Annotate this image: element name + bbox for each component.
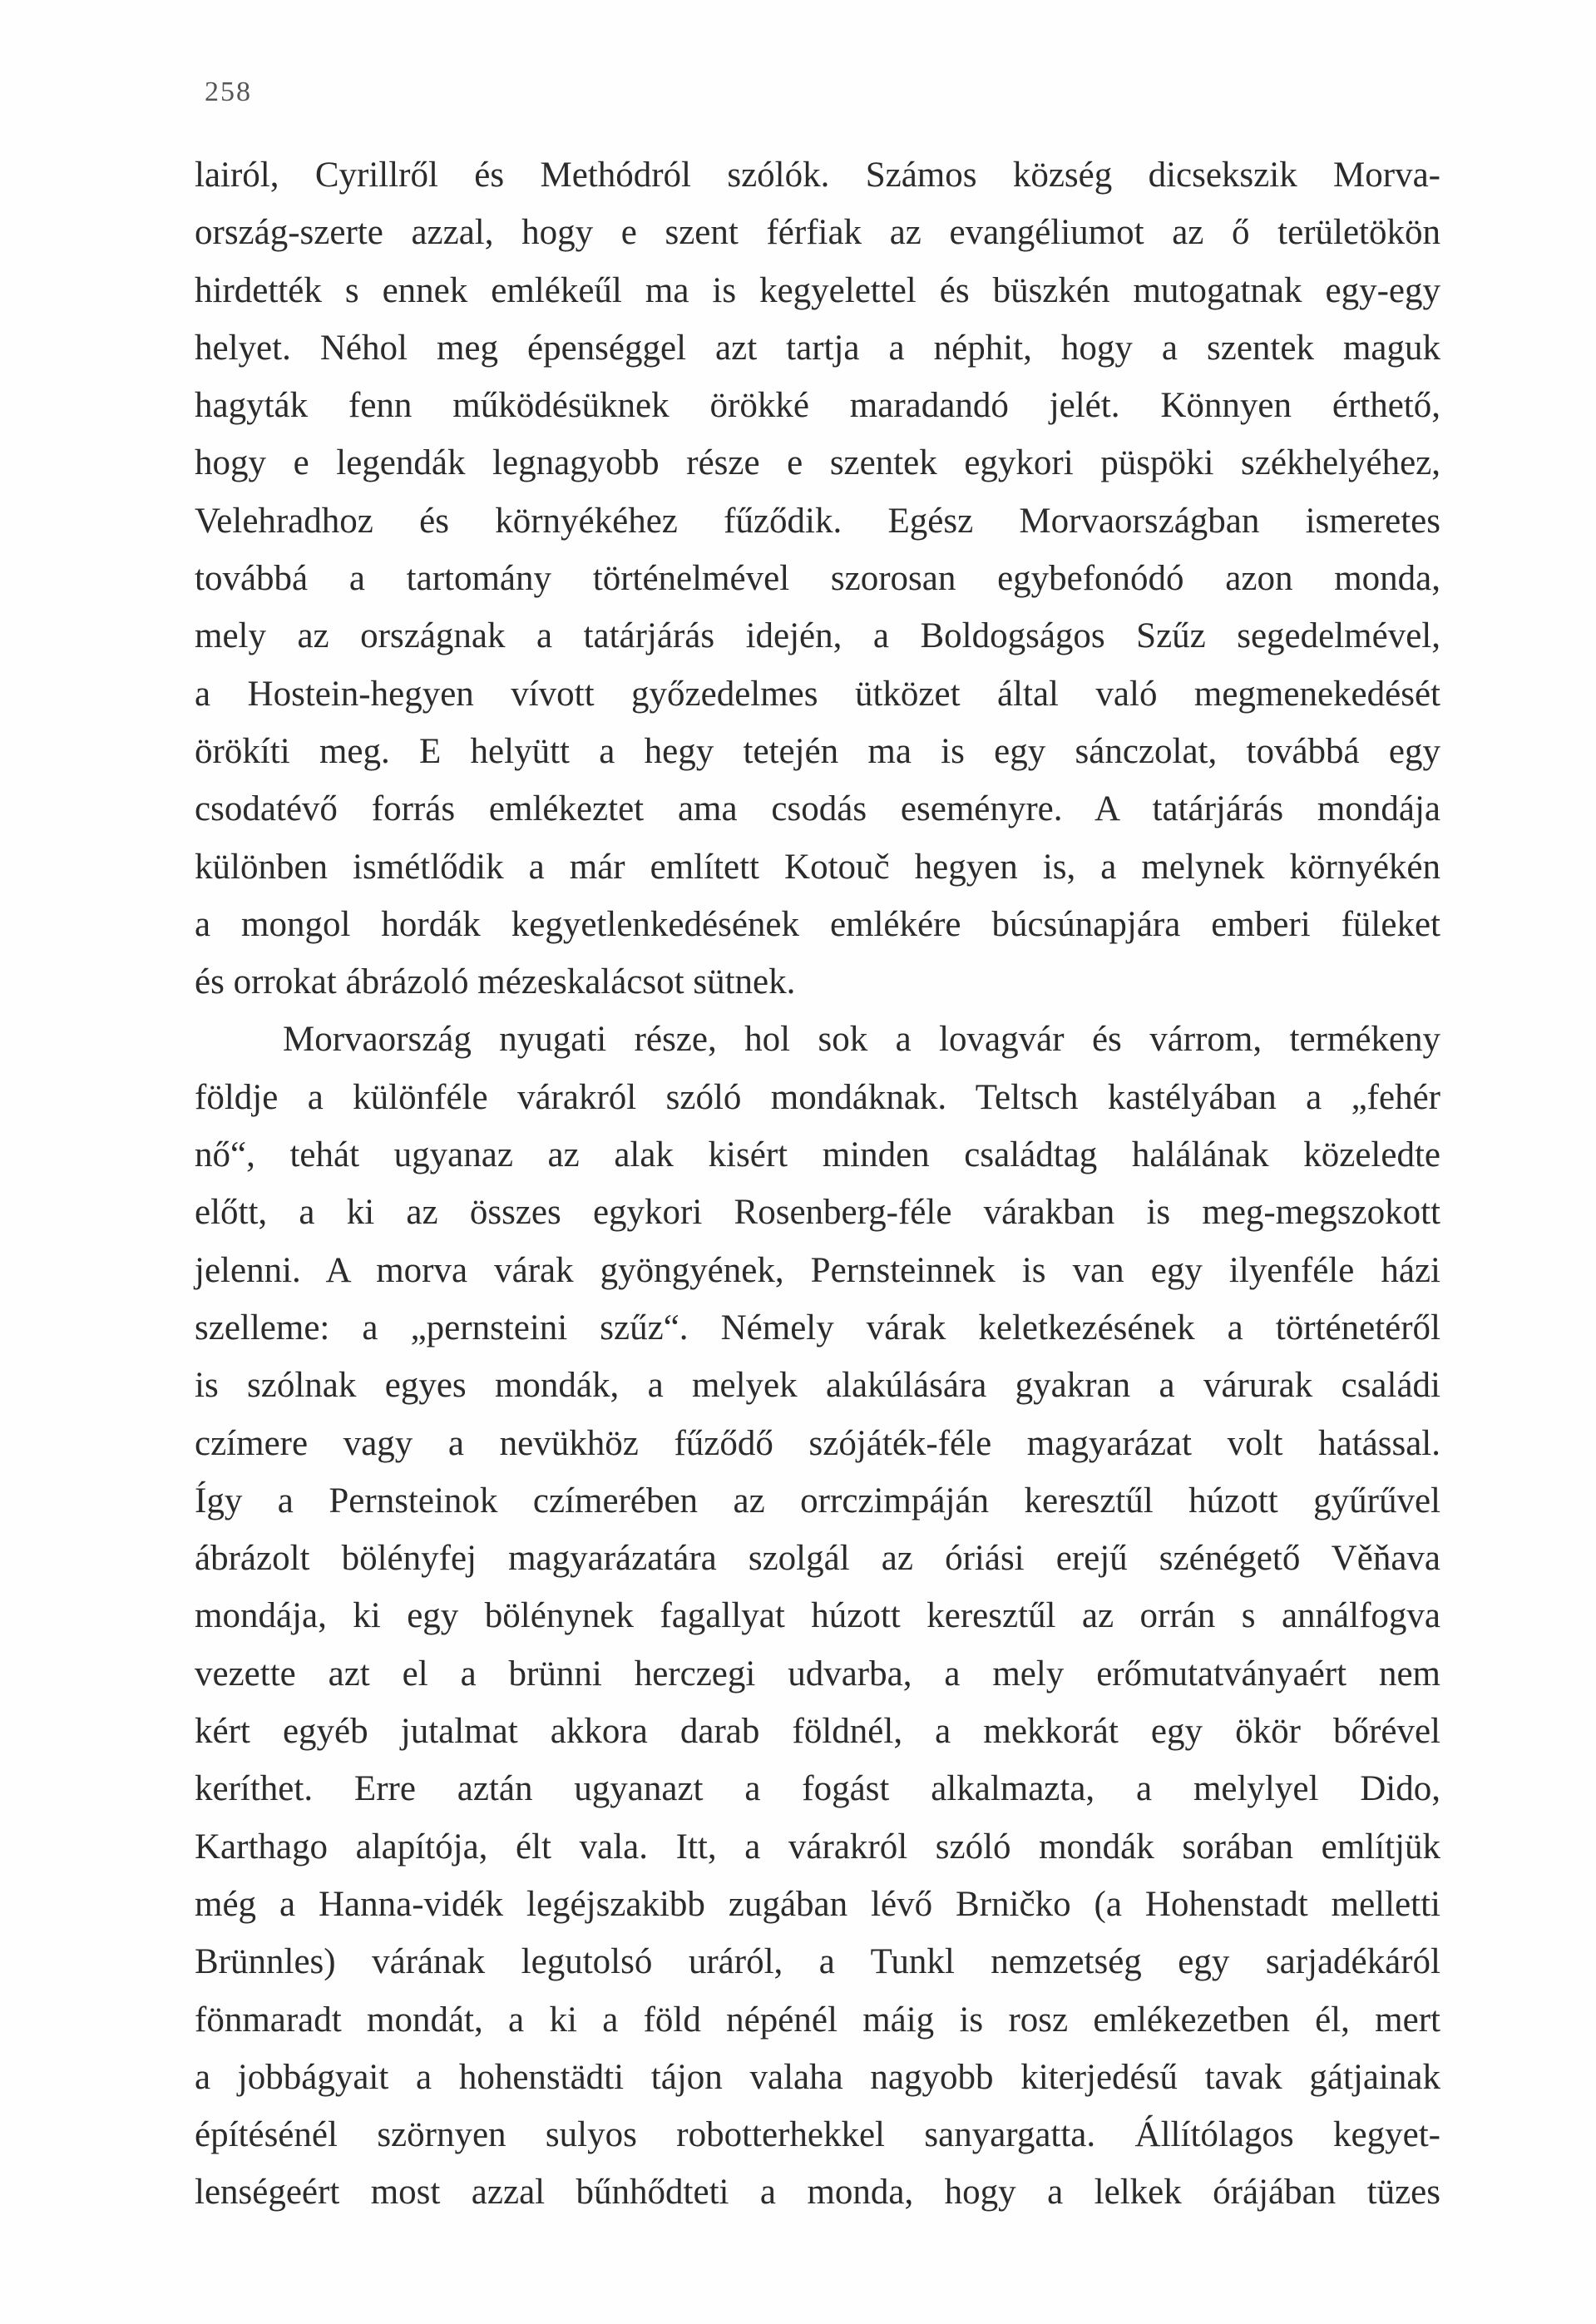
text-line: még a Hanna-vidék legéjszakibb zugában lévő Brničko (a Hohenstadt melletti	[195, 1884, 1440, 1924]
text-line: Velehradhoz és környékéhez fűződik. Egész Morvaországban ismeretes	[195, 501, 1440, 541]
text-line: szelleme: a „pernsteini szűz“. Némely várak keletkezésének a történetéről	[195, 1308, 1440, 1347]
text-line: a Hostein-hegyen vívott győzedelmes ütközet által való megmenekedését	[195, 674, 1440, 714]
body-text	[195, 146, 1440, 2222]
text-line: előtt, a ki az összes egykori Rosenberg-féle várakban is meg-megszokott	[195, 1193, 1440, 1233]
text-line: hogy e legendák legnagyobb része e szentek egykori püspöki székhelyéhez,	[195, 443, 1440, 483]
text-line: nő“, tehát ugyanaz az alak kisért minden családtag halálának közeledte	[195, 1135, 1440, 1175]
text-line: Morvaország nyugati része, hol sok a lovagvár és várrom, termékeny	[283, 1020, 1440, 1060]
text-line: Karthago alapítója, élt vala. Itt, a várakról szóló mondák sorában említjük	[195, 1827, 1440, 1867]
text-line: örökíti meg. E helyütt a hegy tetején ma is egy sánczolat, továbbá egy	[195, 731, 1440, 771]
text-line: építésénél szörnyen sulyos robotterhekkel sanyargatta. Állítólagos kegyet-	[195, 2115, 1440, 2155]
text-line: mondája, ki egy bölénynek fagallyat húzott keresztűl az orrán s annálfogva	[195, 1596, 1440, 1636]
text-line: hirdették s ennek emlékeűl ma is kegyelettel és büszkén mutogatnak egy-egy	[195, 270, 1440, 310]
text-line: a jobbágyait a hohenstädti tájon valaha nagyobb kiterjedésű tavak gátjainak	[195, 2057, 1440, 2097]
text-line: lenségeért most azzal bűnhődteti a monda, hogy a lelkek órájában tüzes	[195, 2173, 1440, 2213]
text-line: csodatévő forrás emlékeztet ama csodás eseményre. A tatárjárás mondája	[195, 789, 1440, 829]
text-line: is szólnak egyes mondák, a melyek alakúlására gyakran a várurak családi	[195, 1366, 1440, 1406]
text-line: fönmaradt mondát, a ki a föld népénél máig is rosz emlékezetben él, mert	[195, 2000, 1440, 2040]
text-line: mely az országnak a tatárjárás idején, a Boldogságos Szűz segedelmével,	[195, 616, 1440, 656]
page-number: 258	[205, 77, 252, 107]
text-line: továbbá a tartomány történelmével szorosan egybefonódó azon monda,	[195, 559, 1440, 599]
text-line: ország-szerte azzal, hogy e szent férfiak az evangéliumot az ő területökön	[195, 213, 1440, 253]
text-line: Brünnles) várának legutolsó uráról, a Tunkl nemzetség egy sarjadékáról	[195, 1942, 1440, 1982]
text-line: czímere vagy a nevükhöz fűződő szójáték-féle magyarázat volt hatással.	[195, 1423, 1440, 1463]
text-line: kért egyéb jutalmat akkora darab földnél, a mekkorát egy ökör bőrével	[195, 1712, 1440, 1752]
text-line: ábrázolt bölényfej magyarázatára szolgál az óriási erejű szénégető Věňava	[195, 1539, 1440, 1579]
text-line: keríthet. Erre aztán ugyanazt a fogást alkalmazta, a melylyel Dido,	[195, 1769, 1440, 1809]
text-line: Így a Pernsteinok czímerében az orrczimpáján keresztűl húzott gyűrűvel	[195, 1481, 1440, 1520]
text-line: földje a különféle várakról szóló mondáknak. Teltsch kastélyában a „fehér	[195, 1077, 1440, 1117]
text-line: lairól, Cyrillről és Methódról szólók. Számos község dicsekszik Morva-	[195, 156, 1440, 195]
text-line: és orrokat ábrázoló mézeskalácsot sütnek.	[195, 962, 796, 1002]
text-line: helyet. Néhol meg épenséggel azt tartja a néphit, hogy a szentek maguk	[195, 328, 1440, 368]
text-line: különben ismétlődik a már említett Kotouč hegyen is, a melynek környékén	[195, 847, 1440, 887]
text-line: vezette azt el a brünni herczegi udvarba, a mely erőmutatványaért nem	[195, 1654, 1440, 1694]
text-line: a mongol hordák kegyetlenkedésének emlékére búcsúnapjára emberi füleket	[195, 904, 1440, 944]
text-line: hagyták fenn működésüknek örökké maradandó jelét. Könnyen érthető,	[195, 386, 1440, 426]
text-line: jelenni. A morva várak gyöngyének, Pernsteinnek is van egy ilyenféle házi	[195, 1250, 1440, 1290]
